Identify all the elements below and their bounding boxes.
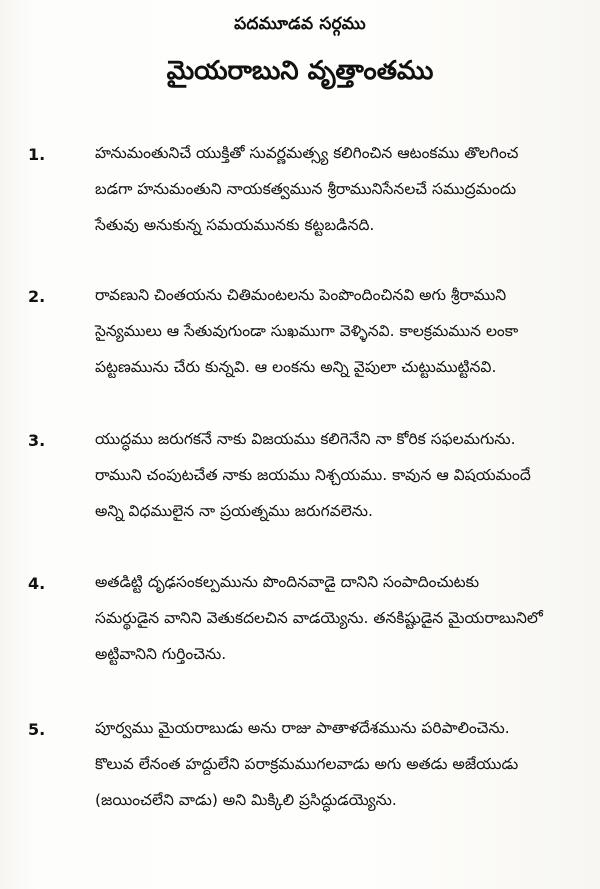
verse-text: హనుమంతునిచే యుక్తితో సువర్ణమత్స్య కలిగించిన ఆటంకము తొలగించ బడగా హనుమంతుని నాయకత్వమున శ్రీరామునిసేనలచే సముద్రమందు సేతువు అనుకున్న సమయమునకు కట్టబడినది. (95, 144, 519, 234)
verse-number: 1. (28, 145, 46, 164)
verse-text: అతడిట్టి దృఢసంకల్పమును పొందినవాడై దానిని సంపాదించుటకు సమర్థుడైన వానిని వెతుకదలచిన వాడయ్యెను. తనకిష్టుడైన మైయరాబునిలో అట్టివానిని గుర్తించెను. (95, 573, 543, 663)
verse-number: 5. (28, 720, 46, 739)
verse-number: 4. (28, 574, 46, 593)
verse-text: రావణుని చింతయను చితిమంటలను పెంపొందించినవి అగు శ్రీరాముని సైన్యములు ఆ సేతువుగుండా సుఖముగా వెళ్ళినవి. కాలక్రమమున లంకా పట్టణమును చేరు కున్నవి. ఆ లంకను అన్ని వైపులా చుట్టుముట్టినవి. (95, 286, 519, 376)
verse-text: పూర్వము మైయరాబుడు అను రాజు పాతాళదేశమును పరిపాలించెను. కొలువ లేనంత హద్దులేని పరాక్రమముగలవాడు అగు అతడు అజేయుడు (జయించలేని వాడు) అని మిక్కిలి ప్రసిద్ధుడయ్యెను. (95, 719, 519, 809)
verse-number: 2. (28, 287, 46, 306)
verse-text: యుద్ధము జరుగకనే నాకు విజయము కలిగెనేని నా కోరిక సఫలమగును. రాముని చంపుటచేత నాకు జయము నిశ్చయము. కావున ఆ విషయమందే అన్ని విధములైన నా ప్రయత్నము జరుగవలెను. (95, 430, 531, 520)
chapter-label: పదమూడవ సర్గము (234, 14, 366, 34)
page-title: మైయరాబుని వృత్తాంతము (166, 56, 434, 86)
verse-number: 3. (28, 431, 46, 450)
